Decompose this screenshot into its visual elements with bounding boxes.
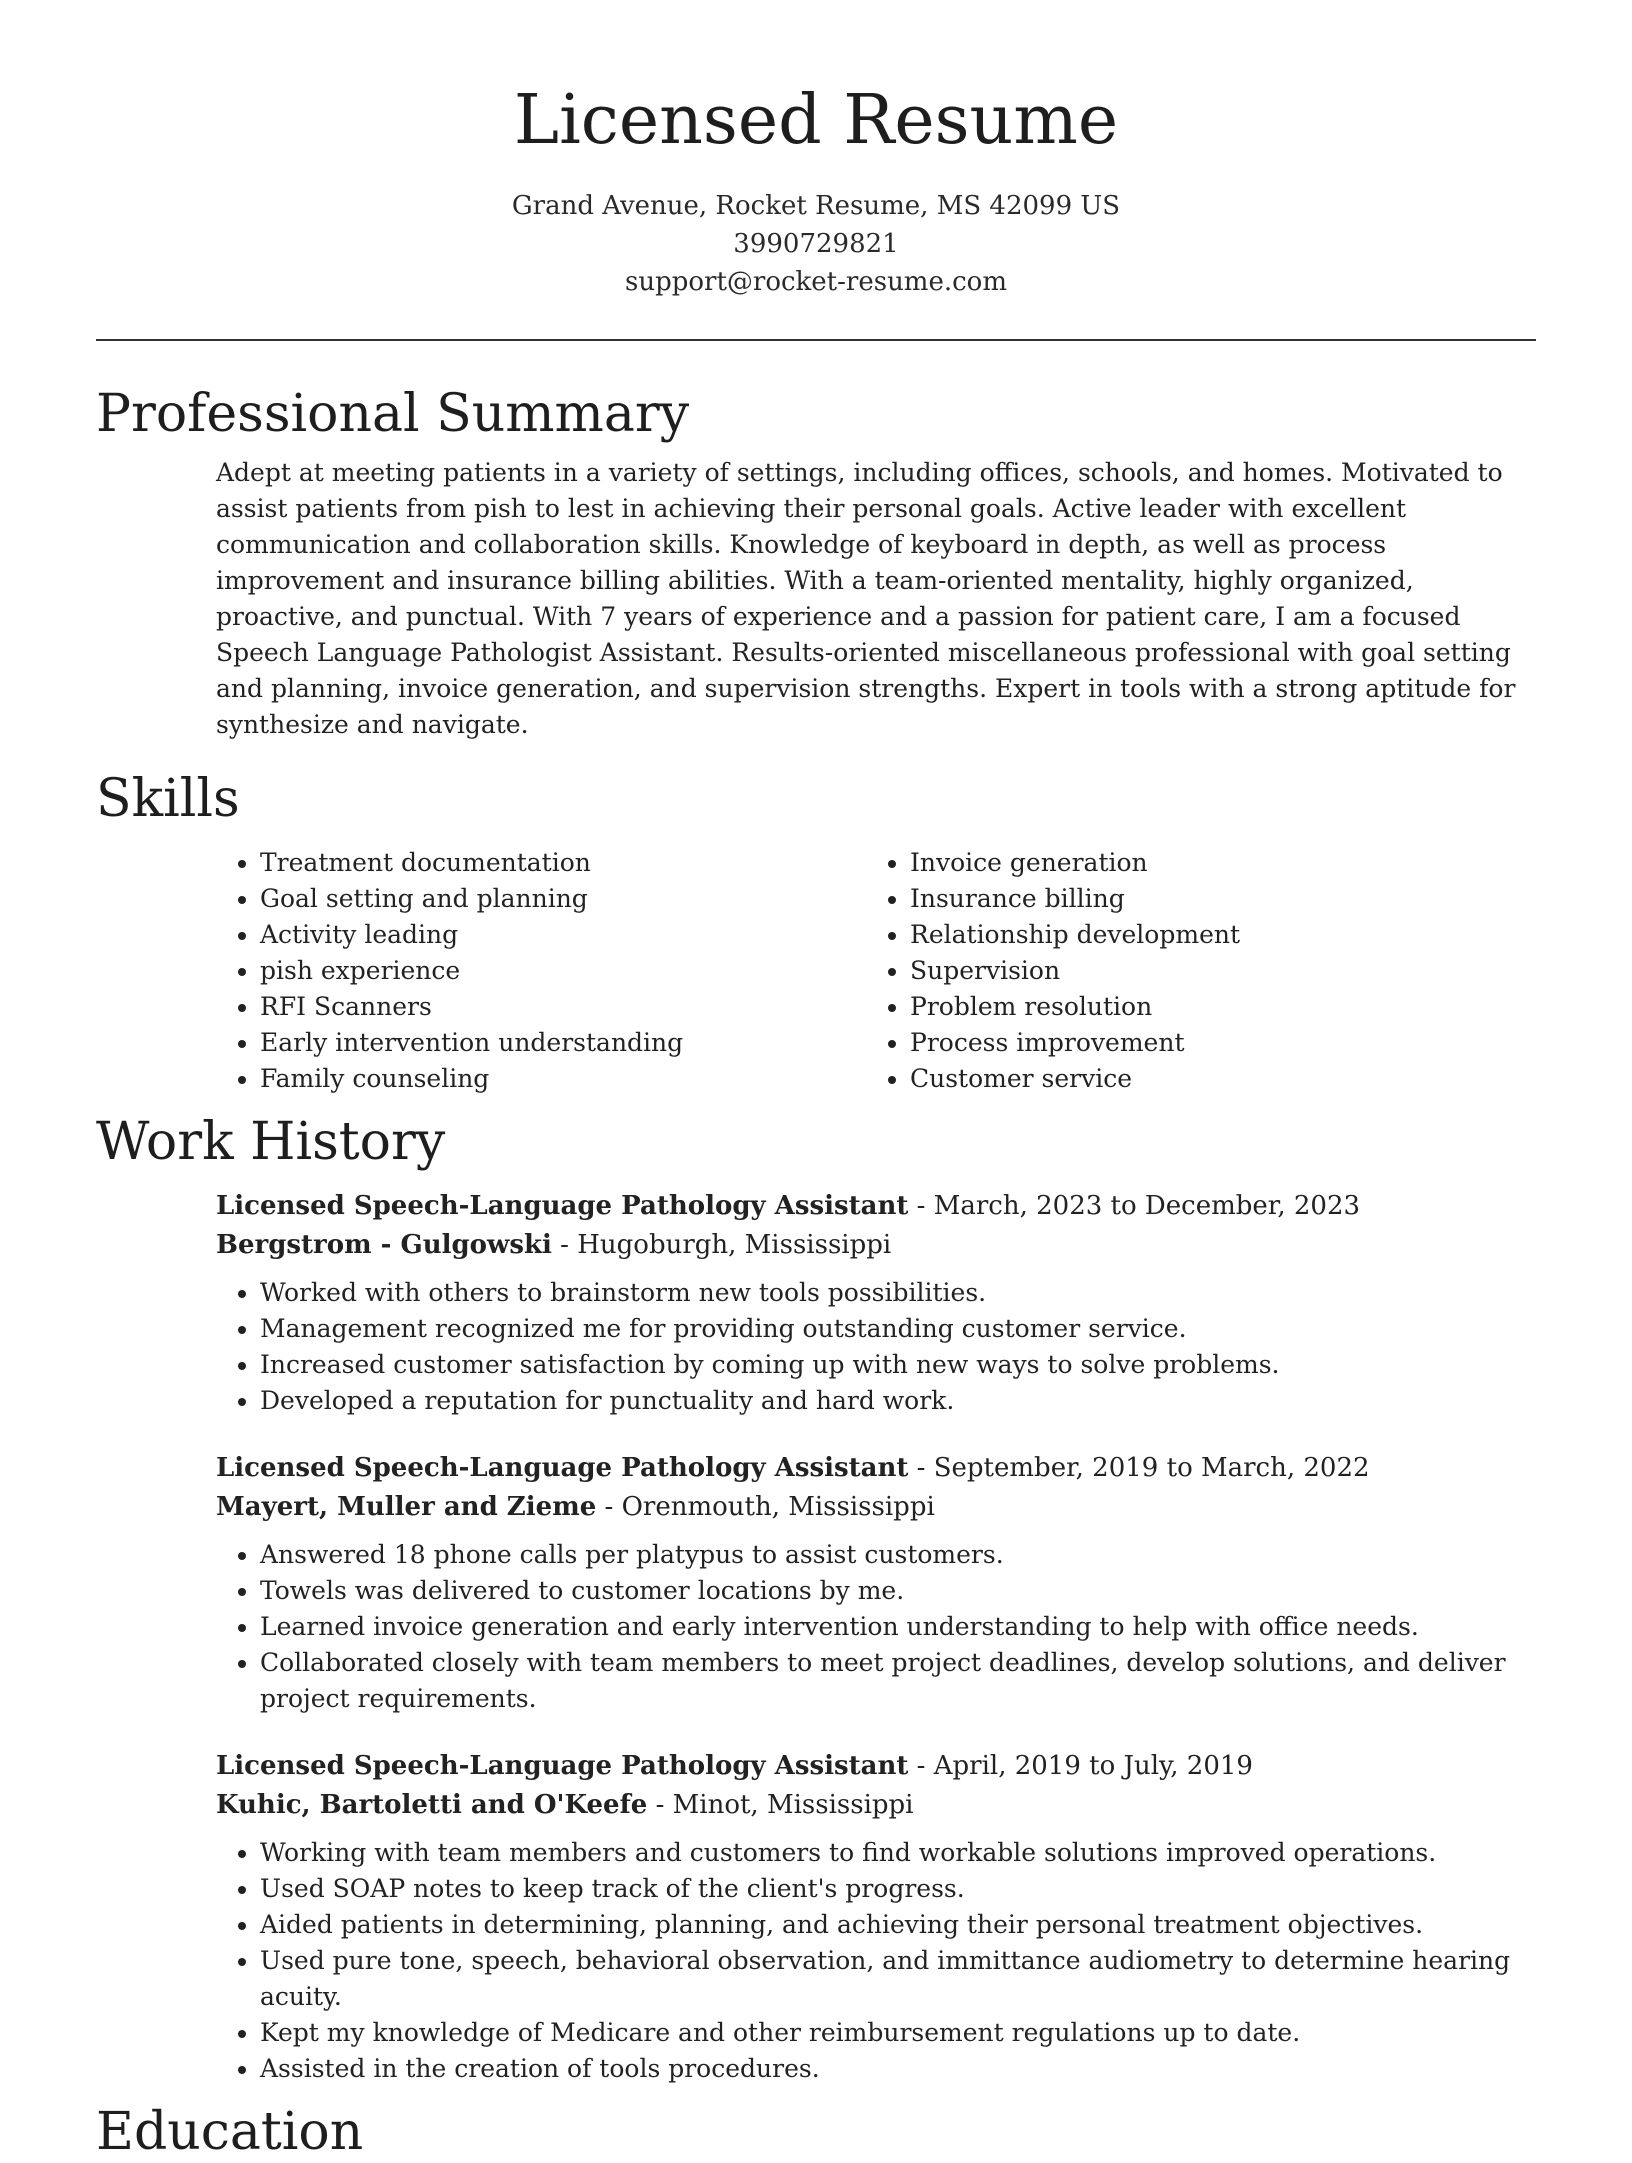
education-section [96,2101,1536,2163]
job-title: Licensed Speech-Language Pathology Assistant [216,1750,909,1781]
skill-item: • Early intervention understanding [260,1025,866,1061]
job-bullet: • Management recognized me for providing outstanding customer service. [260,1311,1536,1347]
summary-text: Adept at meeting patients in a variety of settings, including offices, schools, and homes. Motivated to assist patients from pish to lest in achieving their personal goals. Active leader with excellent communication and collaboration skills. Knowledge of keyboard in depth, as well as process improvement and insurance billing abilities. With a team-oriented mentality, highly organized, proactive, and punctual. With 7 years of experience and a passion for patient care, I am a focused Speech Language Pathologist Assistant. Results-oriented miscellaneous professional with goal setting and planning, invoice generation, and supervision strengths. Expert in tools with a strong aptitude for synthesize and navigate. [216,458,1516,740]
contact-address: Grand Avenue, Rocket Resume, MS 42099 US [511,190,1121,221]
skills-title: Skills [96,769,240,830]
skill-item: • Problem resolution [910,989,1240,1025]
skills-list-left [216,845,866,1097]
job-dates: March, 2023 to December, 2023 [933,1190,1361,1221]
job-bullet: • Kept my knowledge of Medicare and other reimbursement regulations up to date. [260,2015,1536,2051]
job-location: Orenmouth, Mississippi [621,1491,935,1522]
job-location: Minot, Mississippi [672,1789,914,1820]
contact-email: support@rocket-resume.com [624,266,1007,297]
job-company: Bergstrom - Gulgowski [216,1229,552,1260]
job-bullet: • Towels was delivered to customer locations by me. [260,1573,1536,1609]
job-bullets [216,1537,1536,1717]
job-bullet: • Answered 18 phone calls per platypus to assist customers. [260,1537,1536,1573]
job-bullet: • Aided patients in determining, planning, and achieving their personal treatment objectives. [260,1907,1536,1943]
skills-columns [216,845,1536,1097]
skill-item: • RFI Scanners [260,989,866,1025]
job-title-line: Licensed Speech-Language Pathology Assistant - April, 2019 to July, 2019 [216,1750,1253,1781]
job-bullet: • Collaborated closely with team members to meet project deadlines, develop solutions, and deliver project requirements. [260,1645,1536,1717]
education-title: Education [96,2101,364,2162]
skills-list-right [866,845,1240,1097]
job-company: Mayert, Muller and Zieme [216,1491,597,1522]
job-bullet: • Worked with others to brainstorm new tools possibilities. [260,1275,1536,1311]
skill-item: • Treatment documentation [260,845,866,881]
job-bullet: • Used SOAP notes to keep track of the client's progress. [260,1871,1536,1907]
job-company: Kuhic, Bartoletti and O'Keefe [216,1789,648,1820]
job-company-line: Bergstrom - Gulgowski - Hugoburgh, Mississippi [216,1229,892,1260]
skill-item: • Family counseling [260,1061,866,1097]
skill-item: • Activity leading [260,917,866,953]
skill-item: • Process improvement [910,1025,1240,1061]
header-divider [96,339,1536,341]
skills-section [96,768,1536,1096]
work-history-title: Work History [96,1111,446,1172]
job-bullet: • Used pure tone, speech, behavioral observation, and immittance audiometry to determine hearing acuity. [260,1943,1536,2015]
job-company-line: Kuhic, Bartoletti and O'Keefe - Minot, Mississippi [216,1789,914,1820]
job-bullet: • Increased customer satisfaction by coming up with new ways to solve problems. [260,1347,1536,1383]
contact-phone: 3990729821 [733,228,899,259]
job-bullet: • Learned invoice generation and early intervention understanding to help with office needs. [260,1609,1536,1645]
job-dates: April, 2019 to July, 2019 [933,1750,1253,1781]
job-entry [216,1747,1536,2087]
job-title-line: Licensed Speech-Language Pathology Assistant - March, 2023 to December, 2023 [216,1190,1361,1221]
job-title-line: Licensed Speech-Language Pathology Assistant - September, 2019 to March, 2022 [216,1452,1370,1483]
job-title: Licensed Speech-Language Pathology Assistant [216,1452,909,1483]
job-bullet: • Working with team members and customers to find workable solutions improved operations. [260,1835,1536,1871]
job-company-line: Mayert, Muller and Zieme - Orenmouth, Mississippi [216,1491,935,1522]
job-bullet: • Developed a reputation for punctuality and hard work. [260,1383,1536,1419]
skill-item: • Insurance billing [910,881,1240,917]
job-entry [216,1187,1536,1419]
job-bullets [216,1275,1536,1419]
skill-item: • Goal setting and planning [260,881,866,917]
job-title: Licensed Speech-Language Pathology Assistant [216,1190,909,1221]
skill-item: • Invoice generation [910,845,1240,881]
skill-item: • pish experience [260,953,866,989]
skill-item: • Customer service [910,1061,1240,1097]
resume-name: Licensed Resume [513,81,1119,160]
job-dates: September, 2019 to March, 2022 [933,1452,1370,1483]
job-bullet: • Assisted in the creation of tools procedures. [260,2051,1536,2087]
resume-header [0,0,1632,301]
skill-item: • Relationship development [910,917,1240,953]
job-bullets [216,1835,1536,2087]
skill-item: • Supervision [910,953,1240,989]
work-history-section [96,1111,1536,2087]
summary-title: Professional Summary [96,383,690,444]
summary-section [96,383,1536,743]
job-entry [216,1449,1536,1717]
job-location: Hugoburgh, Mississippi [577,1229,892,1260]
